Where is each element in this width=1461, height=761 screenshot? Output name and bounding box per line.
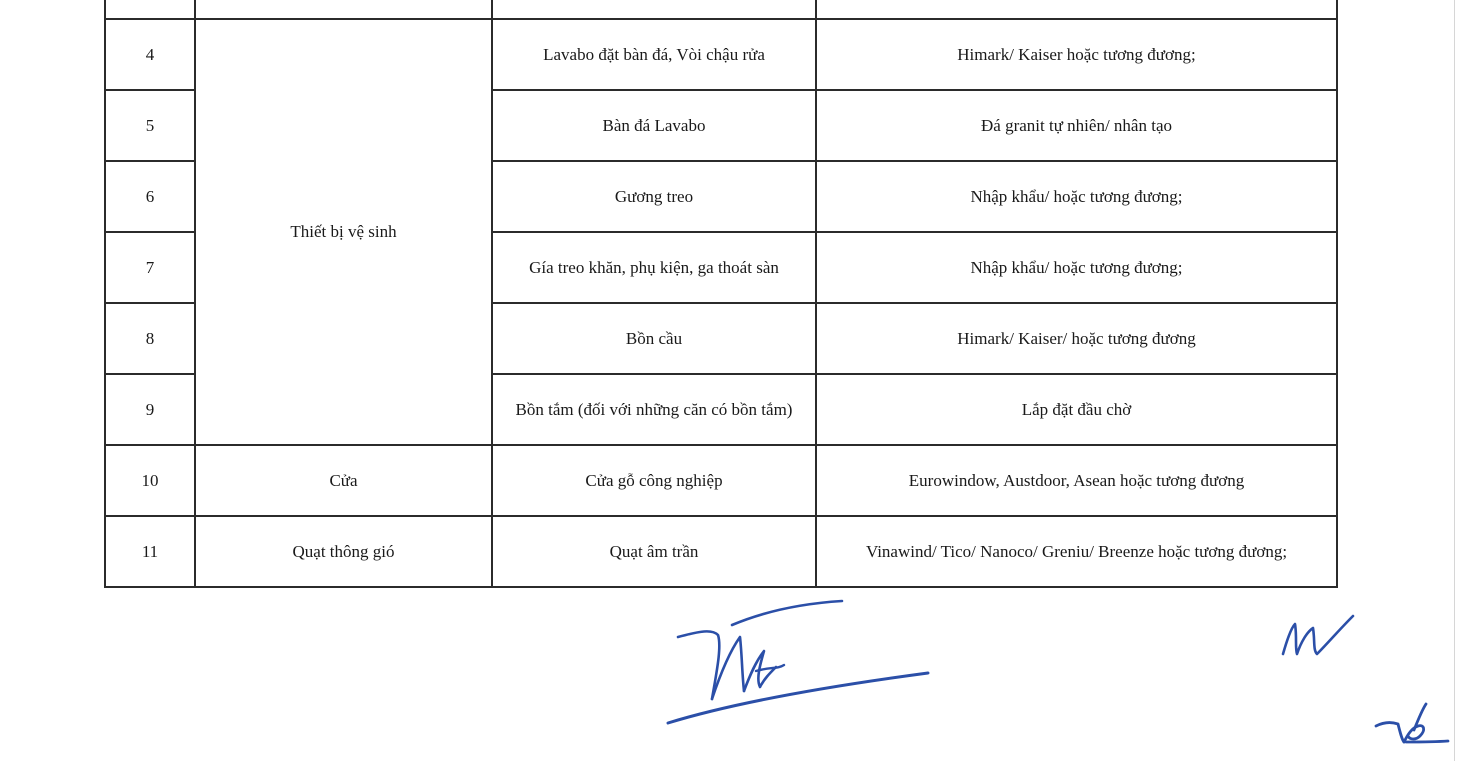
table-row [105, 516, 1337, 587]
row-number: 8 [105, 303, 195, 374]
brand-cell: Vinawind/ Tico/ Nanoco/ Greniu/ Breenze hoặc tương đương; [816, 516, 1337, 587]
item-cell: Bồn tắm (đối với những căn có bồn tắm) [492, 374, 816, 445]
row-number: 10 [105, 445, 195, 516]
table-row-previous-stub [105, 0, 1337, 19]
stub-cell [195, 0, 492, 19]
brand-cell: Nhập khẩu/ hoặc tương đương; [816, 161, 1337, 232]
item-cell: Quạt âm trần [492, 516, 816, 587]
row-number: 7 [105, 232, 195, 303]
row-number: 5 [105, 90, 195, 161]
brand-cell: Himark/ Kaiser/ hoặc tương đương [816, 303, 1337, 374]
stub-cell [105, 0, 195, 19]
category-cell: Quạt thông gió [195, 516, 492, 587]
initial-mark-bottom-right [1372, 700, 1452, 752]
signature-main [660, 595, 935, 735]
page-edge [1454, 0, 1455, 761]
item-cell: Gương treo [492, 161, 816, 232]
stub-cell [816, 0, 1337, 19]
table-row [105, 445, 1337, 516]
brand-cell: Đá granit tự nhiên/ nhân tạo [816, 90, 1337, 161]
item-cell: Bồn cầu [492, 303, 816, 374]
item-cell: Cửa gỗ công nghiệp [492, 445, 816, 516]
materials-spec-table [104, 0, 1338, 588]
row-number: 11 [105, 516, 195, 587]
table-row [105, 19, 1337, 90]
category-cell-sanitary: Thiết bị vệ sinh [195, 19, 492, 445]
stub-cell [492, 0, 816, 19]
row-number: 9 [105, 374, 195, 445]
brand-cell: Himark/ Kaiser hoặc tương đương; [816, 19, 1337, 90]
item-cell: Bàn đá Lavabo [492, 90, 816, 161]
brand-cell: Eurowindow, Austdoor, Asean hoặc tương đương [816, 445, 1337, 516]
initial-mark-top-right [1275, 610, 1360, 665]
brand-cell: Lắp đặt đầu chờ [816, 374, 1337, 445]
item-cell: Lavabo đặt bàn đá, Vòi chậu rửa [492, 19, 816, 90]
row-number: 6 [105, 161, 195, 232]
category-cell: Cửa [195, 445, 492, 516]
brand-cell: Nhập khẩu/ hoặc tương đương; [816, 232, 1337, 303]
row-number: 4 [105, 19, 195, 90]
item-cell: Gía treo khăn, phụ kiện, ga thoát sàn [492, 232, 816, 303]
